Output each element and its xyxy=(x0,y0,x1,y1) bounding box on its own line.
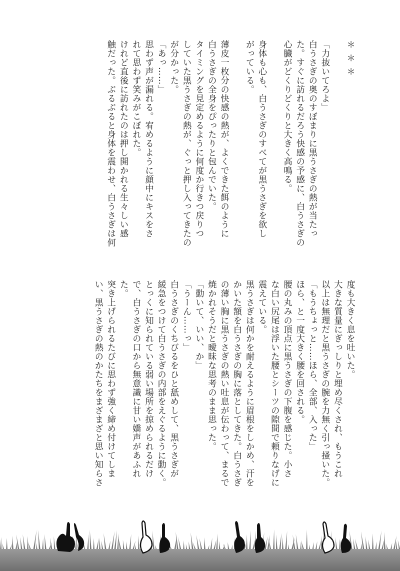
text-line: 度も大きく息を吐いた。 xyxy=(345,280,355,379)
text-line xyxy=(268,40,281,270)
text-line: い、黒うさぎの熱のかたちをまざまざと思い知らさ xyxy=(93,280,104,487)
text-line: ＊＊＊ xyxy=(345,40,355,81)
text-line: 「うーん……っ」 xyxy=(181,280,192,352)
text-line: の薄い胸に黒うさぎの熱い吐息が伝わって、まるで xyxy=(219,280,230,487)
text-line: 突き上げられるたびに思わず強く締め付けてしま xyxy=(105,280,116,478)
text-line xyxy=(331,40,344,270)
text-line: 「動いて、いい、か」 xyxy=(193,280,204,370)
text-line: で、白うさぎの口から無意識に甘い嬌声があふれ xyxy=(130,280,141,478)
text-line xyxy=(230,40,243,270)
text-line: 身体も心も、白うさぎのすべてが黒うさぎを欲し xyxy=(256,40,267,238)
text-line: 焼かれそうだと曖昧な思考のまま思った。 xyxy=(206,280,217,451)
text-line: た。すぐに訪れるだろう快感の予感に、白うさぎの xyxy=(294,40,305,247)
text-line: ほら、と一度大きく腰を回される。 xyxy=(294,280,305,424)
text-line: 震えている。 xyxy=(256,280,267,334)
text-line: 以上は無理だと黒うさぎの腕を力無く引っ掻いた。 xyxy=(319,280,330,487)
text-line: 緩急をつけて白うさぎの内部をえぐるように動く。 xyxy=(156,280,167,487)
text-line: 腰の丸みの頂点に黒うさぎの下腹を感じた。小さ xyxy=(282,280,293,478)
text-line: 触だった。ぶるぶると身体を震わせ、白うさぎは何 xyxy=(105,40,116,247)
text-line: れて思わず笑みがこぼれた。 xyxy=(130,40,141,157)
text-line: タイミングを見定めるように何度か行きつ戻りつ xyxy=(193,40,204,238)
text-line: 白うさぎの全身をぴったりと包んでいた。 xyxy=(206,40,217,211)
text-block-top xyxy=(38,40,356,270)
text-line: た。 xyxy=(118,280,129,298)
text-line: 「もうちょっと……ほら、全部、入った」 xyxy=(307,280,318,451)
text-line: が分かった。 xyxy=(168,40,179,94)
text-line: 白うさぎのくちびるをひと舐めして、黒うさぎが xyxy=(168,280,179,478)
text-line: とっくに知られている弱い場所を掠められるだけ xyxy=(143,280,154,478)
text-line: 「力抜いてろよ」 xyxy=(319,40,330,112)
rabbits-in-grass-icon xyxy=(0,501,400,571)
text-line: かいた額を白うさぎの胸に落としてきた。白うさぎ xyxy=(231,280,242,487)
text-line: がっている。 xyxy=(244,40,255,94)
text-line: 思わず声が漏れる。宥めるように顔中にキスをさ xyxy=(143,40,154,238)
text-line: 薄皮一枚分の快感の熱が、よくできた餌のように xyxy=(219,40,230,238)
text-line: 心臓がどくりどくりと大きく高鳴る。 xyxy=(282,40,293,193)
text-line: 黒うさぎは何かを耐えるように眉根をしかめ、汗を xyxy=(244,280,255,487)
text-line: 大きな質量にぎっしりと埋め尽くされ、もうこれ xyxy=(332,280,343,478)
text-line: 白うさぎの奥のすぼまりに黒うさぎの熱が当たっ xyxy=(307,40,318,238)
text-line: していた黒うさぎの熱が、ぐっと押し入ってきたの xyxy=(181,40,192,247)
text-line: 「あっ……」 xyxy=(156,40,167,94)
text-block-bottom xyxy=(38,280,356,506)
text-line: な白い尻尾は浮いた腰とシーツの隙間で頼りなげに xyxy=(269,280,280,487)
text-line: けれど直後に訪れたのは押し開かれる生々しい感 xyxy=(118,40,129,238)
